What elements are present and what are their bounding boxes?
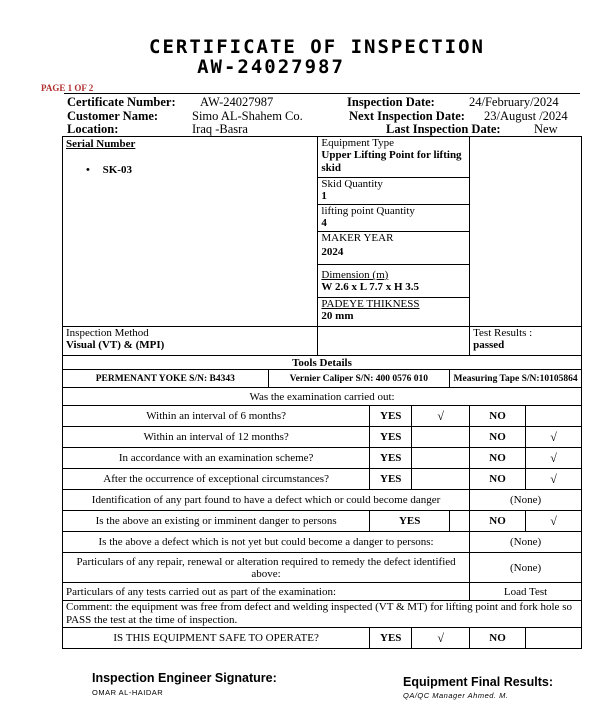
tests-answer: Load Test xyxy=(470,583,582,601)
safe-no: NO xyxy=(470,628,526,649)
serial-item xyxy=(66,164,314,176)
method-value: Visual (VT) & (MPI) xyxy=(66,339,165,351)
exam-row-yes: YES xyxy=(370,427,412,448)
exam-row-yes-tick xyxy=(412,448,470,469)
dimension-value: W 2.6 x L 7.7 x H 3.5 xyxy=(321,281,419,293)
exam-row-yes-tick xyxy=(412,427,470,448)
location-label: Location: xyxy=(67,122,119,136)
danger-no-tick: √ xyxy=(526,511,582,532)
dimension-label: Dimension (m) xyxy=(321,269,389,281)
maker-year-label: MAKER YEAR xyxy=(321,232,394,244)
exam-row xyxy=(63,448,582,469)
exam-row-yes: YES xyxy=(370,469,412,490)
exam-row-yes: YES xyxy=(370,406,412,427)
exam-row-question: Within an interval of 6 months? xyxy=(63,406,370,427)
engineer-signature-label: Inspection Engineer Signature: xyxy=(92,671,277,685)
serial-label: Serial Number xyxy=(66,138,136,150)
final-results-sub: QA/QC Manager Ahmed. M. xyxy=(403,691,509,700)
serial-value: SK-03 xyxy=(102,164,132,176)
last-inspection-label: Last Inspection Date: xyxy=(386,122,501,136)
exam-row-yes-tick: √ xyxy=(412,406,470,427)
exam-row-no-tick: √ xyxy=(526,469,582,490)
final-results-label: Equipment Final Results: xyxy=(403,675,554,689)
exam-row xyxy=(63,427,582,448)
lp-qty-row xyxy=(318,205,469,232)
danger-question: Is the above an existing or imminent danger to persons xyxy=(63,511,370,532)
method-cell xyxy=(63,327,318,356)
inspection-date-label: Inspection Date: xyxy=(347,95,435,109)
safe-no-tick xyxy=(526,628,582,649)
exam-row xyxy=(63,469,582,490)
exam-question: Was the examination carried out: xyxy=(63,388,582,406)
padeye-label: PADEYE THIKNESS xyxy=(321,298,420,310)
tools-title: Tools Details xyxy=(63,356,582,370)
exam-row-no-tick: √ xyxy=(526,427,582,448)
lp-qty-label: lifting point Quantity xyxy=(321,205,415,217)
skid-qty-value: 1 xyxy=(321,190,327,202)
repair-question: Particulars of any repair, renewal or alteration required to remedy the defect identified above: xyxy=(63,553,470,583)
last-inspection-value: New xyxy=(534,122,558,136)
tool-yoke: PERMENANT YOKE S/N: B4343 xyxy=(63,370,269,388)
exam-row-question: In accordance with an examination scheme? xyxy=(63,448,370,469)
tool-caliper: Vernier Caliper S/N: 400 0576 010 xyxy=(268,370,450,388)
next-inspection-label: Next Inspection Date: xyxy=(349,109,465,123)
exam-row xyxy=(63,406,582,427)
future-defect: Is the above a defect which is not yet but could become a danger to persons: xyxy=(63,532,470,553)
safe-yes: YES xyxy=(370,628,412,649)
exam-row-no: NO xyxy=(470,427,526,448)
exam-row-no: NO xyxy=(470,406,526,427)
future-defect-answer: (None) xyxy=(470,532,582,553)
exam-row-question: Within an interval of 12 months? xyxy=(63,427,370,448)
exam-row-no: NO xyxy=(470,448,526,469)
location-value: Iraq -Basra xyxy=(192,122,248,136)
certificate-title: CERTIFICATE OF INSPECTION xyxy=(149,36,485,58)
equipment-type-label: Equipment Type xyxy=(321,137,395,149)
result-cell xyxy=(470,327,582,356)
exam-row-no-tick: √ xyxy=(526,448,582,469)
maker-year-row xyxy=(318,232,469,265)
maker-year-value: 2024 xyxy=(321,246,344,258)
result-value: passed xyxy=(473,339,505,351)
inspection-table xyxy=(62,136,582,649)
padeye-value: 20 mm xyxy=(321,310,354,322)
equipment-cell xyxy=(318,137,470,327)
skid-qty-label: Skid Quantity xyxy=(321,178,383,190)
cert-number-label: Certificate Number: xyxy=(67,95,176,109)
danger-no: NO xyxy=(470,511,526,532)
repair-answer: (None) xyxy=(470,553,582,583)
padeye-row xyxy=(318,298,469,324)
defect-identification-answer: (None) xyxy=(470,490,582,511)
exam-row-yes-tick xyxy=(412,469,470,490)
dimension-row xyxy=(318,269,469,298)
equipment-type-row xyxy=(318,137,469,178)
tests-question: Particulars of any tests carried out as part of the examination: xyxy=(63,583,470,601)
exam-row-no-tick xyxy=(526,406,582,427)
result-label: Test Results : xyxy=(473,327,533,339)
serial-bullet: • xyxy=(86,164,90,176)
blank-cell xyxy=(470,137,582,327)
method-blank xyxy=(318,327,470,356)
page-label: PAGE 1 OF 2 xyxy=(41,83,94,93)
customer-value: Simo AL-Shahem Co. xyxy=(192,109,303,123)
exam-row-yes: YES xyxy=(370,448,412,469)
equipment-type-value: Upper Lifting Point for lifting skid xyxy=(321,149,462,174)
next-inspection-value: 23/August /2024 xyxy=(484,109,568,123)
exam-rows xyxy=(63,406,582,490)
cert-number-value: AW-24027987 xyxy=(200,95,274,109)
inspection-date-value: 24/February/2024 xyxy=(469,95,559,109)
safe-question: IS THIS EQUIPMENT SAFE TO OPERATE? xyxy=(63,628,370,649)
exam-row-question: After the occurrence of exceptional circumstances? xyxy=(63,469,370,490)
lp-qty-value: 4 xyxy=(321,217,327,229)
method-label: Inspection Method xyxy=(66,327,149,339)
defect-identification: Identification of any part found to have a defect which or could become danger xyxy=(63,490,470,511)
safe-yes-tick: √ xyxy=(412,628,470,649)
engineer-name: OMAR AL-HAIDAR xyxy=(92,688,164,697)
header-block xyxy=(64,93,580,136)
certificate-number-title: AW-24027987 xyxy=(197,56,345,78)
danger-yes-tick xyxy=(450,511,470,532)
exam-row-no: NO xyxy=(470,469,526,490)
customer-label: Customer Name: xyxy=(67,109,159,123)
tool-tape: Measuring Tape S/N:10105864 xyxy=(450,370,582,388)
danger-yes: YES xyxy=(370,511,450,532)
skid-qty-row xyxy=(318,178,469,205)
comment: Comment: the equipment was free from defect and welding inspected (VT & MT) for lifting point and fork hole so PASS the test at the time of inspection. xyxy=(63,601,582,628)
serial-cell xyxy=(63,137,318,327)
